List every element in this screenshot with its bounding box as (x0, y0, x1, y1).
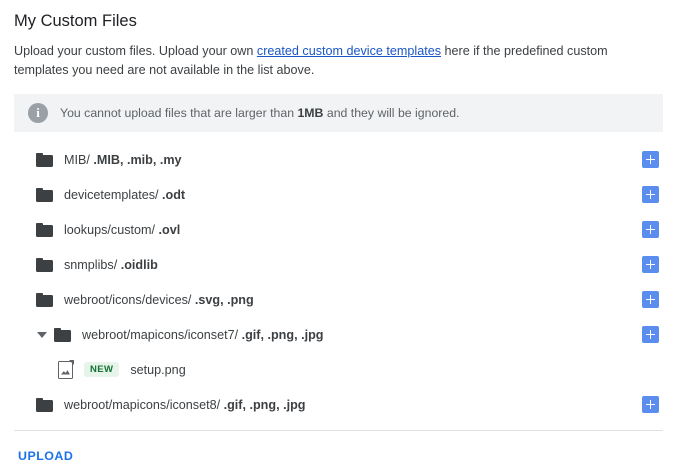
list-item[interactable] (14, 352, 663, 387)
row-exts: .svg, .png (194, 292, 254, 307)
add-file-button[interactable] (642, 221, 659, 238)
notice-size-limit: 1MB (297, 106, 324, 120)
custom-files-page (0, 10, 677, 466)
row-exts: .ovl (158, 222, 181, 237)
list-item-label: setup.png (130, 362, 186, 377)
add-file-button[interactable] (642, 326, 659, 343)
page-title: My Custom Files (14, 12, 137, 30)
folder-icon (36, 258, 53, 272)
table-row[interactable] (14, 247, 663, 282)
status-badge: NEW (84, 362, 119, 377)
footer-divider (14, 430, 663, 431)
row-path: snmplibs/ (64, 257, 121, 272)
list-item-label (64, 187, 185, 203)
notice-text-after: and they will be ignored. (323, 106, 460, 120)
add-file-button[interactable] (642, 291, 659, 308)
file-tree (14, 142, 663, 422)
intro-text-before: Upload your custom files. Upload your own (14, 44, 257, 58)
row-path: MIB/ (64, 152, 94, 167)
image-file-icon (58, 361, 73, 379)
chevron-down-icon[interactable] (34, 327, 50, 343)
custom-device-templates-link[interactable]: created custom device templates (256, 44, 442, 58)
table-row[interactable] (14, 317, 663, 352)
add-file-button[interactable] (642, 151, 659, 168)
add-file-button[interactable] (642, 396, 659, 413)
notice-text-before: You cannot upload files that are larger than (60, 106, 298, 120)
size-limit-notice (14, 94, 663, 132)
folder-icon (36, 153, 53, 167)
intro-text-after: here if the predefined custom templates you need are not available in the list above. (14, 44, 608, 77)
list-item-label (64, 397, 305, 413)
row-exts: .MIB, .mib, .my (93, 152, 182, 167)
row-exts: .gif, .png, .jpg (241, 327, 324, 342)
table-row[interactable] (14, 212, 663, 247)
folder-icon (36, 223, 53, 237)
row-path: webroot/mapicons/iconset7/ (82, 327, 242, 342)
row-exts: .gif, .png, .jpg (223, 397, 306, 412)
row-exts: .odt (162, 187, 186, 202)
table-row[interactable] (14, 142, 663, 177)
table-row[interactable] (14, 387, 663, 422)
list-item-label (82, 327, 323, 343)
folder-icon (36, 398, 53, 412)
list-item-label (64, 257, 158, 273)
folder-icon (36, 188, 53, 202)
intro-paragraph (12, 42, 665, 80)
info-icon: i (28, 103, 48, 123)
row-path: webroot/icons/devices/ (64, 292, 195, 307)
table-row[interactable] (14, 282, 663, 317)
list-item-label (64, 152, 182, 168)
add-file-button[interactable] (642, 256, 659, 273)
folder-open-icon (54, 328, 71, 342)
row-exts: .oidlib (120, 257, 158, 272)
list-item-label (64, 292, 254, 308)
folder-icon (36, 293, 53, 307)
notice-text (60, 105, 459, 121)
list-item-label (64, 222, 180, 238)
table-row[interactable] (14, 177, 663, 212)
row-path: webroot/mapicons/iconset8/ (64, 397, 224, 412)
row-path: lookups/custom/ (64, 222, 159, 237)
upload-button[interactable]: UPLOAD (14, 443, 79, 466)
row-path: devicetemplates/ (64, 187, 163, 202)
add-file-button[interactable] (642, 186, 659, 203)
